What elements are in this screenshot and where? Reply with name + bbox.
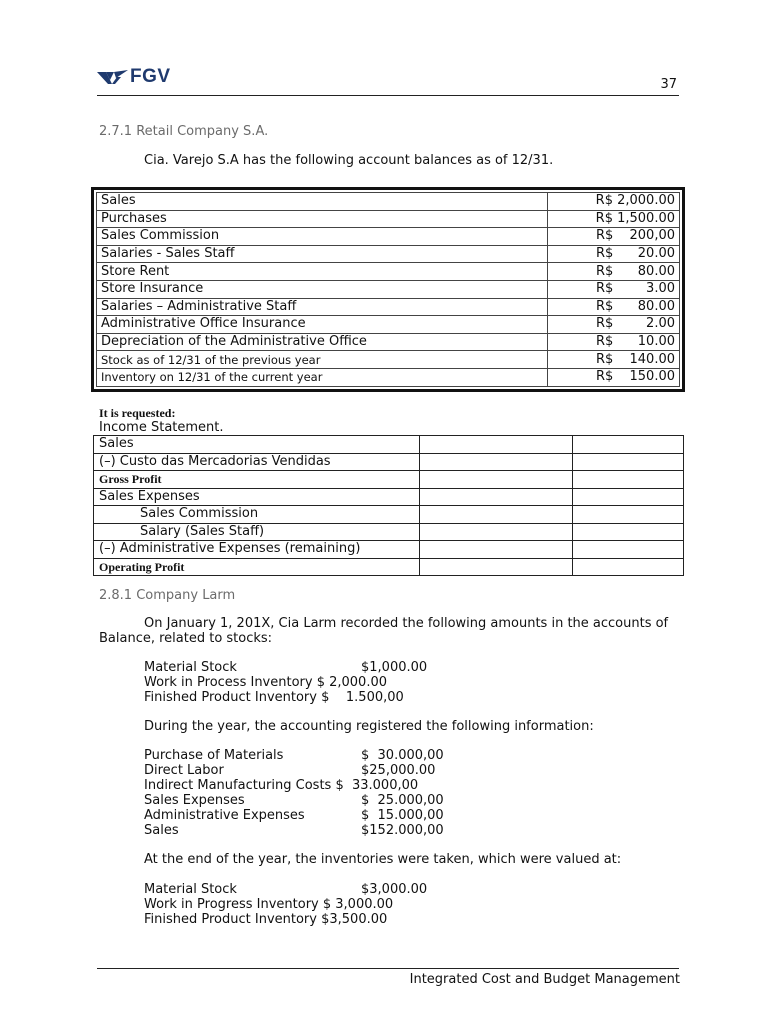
balance-amount: R$ 2,000.00 xyxy=(595,193,675,209)
balance-row xyxy=(97,228,680,246)
during-year-list xyxy=(144,748,664,838)
income-row xyxy=(94,436,684,454)
income-value-cell[interactable] xyxy=(420,523,573,541)
during-item-value: $25,000.00 xyxy=(361,763,436,778)
closing-item xyxy=(144,882,664,897)
balance-amount-cell xyxy=(548,245,680,263)
closing-item xyxy=(144,897,664,912)
during-item-label: Direct Labor xyxy=(144,763,224,778)
header-divider xyxy=(97,95,679,96)
balance-currency: R$ xyxy=(596,246,614,262)
during-item xyxy=(144,823,664,838)
opening-item xyxy=(144,675,664,690)
income-row xyxy=(94,488,684,506)
balance-amount-cell xyxy=(548,298,680,316)
during-item-value: $152.000,00 xyxy=(361,823,444,838)
balance-row xyxy=(97,280,680,298)
balance-currency: R$ xyxy=(596,228,614,244)
balance-amount-cell xyxy=(548,280,680,298)
income-total-cell[interactable] xyxy=(573,506,684,524)
during-item xyxy=(144,778,664,793)
income-value-cell[interactable] xyxy=(420,453,573,471)
income-label: (–) Administrative Expenses (remaining) xyxy=(94,541,420,559)
during-item-label: Indirect Manufacturing Costs $ 33.000,00 xyxy=(144,778,419,793)
opening-item xyxy=(144,690,664,705)
income-statement-title: Income Statement. xyxy=(99,420,224,435)
opening-item-label: Material Stock xyxy=(144,660,237,675)
income-label: Gross Profit xyxy=(94,471,420,489)
balance-label: Store Insurance xyxy=(97,280,548,298)
income-label: Sales Expenses xyxy=(94,488,420,506)
balance-label: Stock as of 12/31 of the previous year xyxy=(97,351,548,369)
balance-amount: 2.00 xyxy=(646,316,675,332)
balance-row xyxy=(97,263,680,281)
balance-currency: R$ xyxy=(596,351,614,367)
during-year-text: During the year, the accounting registered the following information: xyxy=(144,719,594,734)
larm-intro-line1: On January 1, 201X, Cia Larm recorded the following amounts in the accounts of xyxy=(144,616,669,631)
during-item xyxy=(144,793,664,808)
balance-label: Inventory on 12/31 of the current year xyxy=(97,368,548,386)
income-value-cell[interactable] xyxy=(420,558,573,576)
balance-row xyxy=(97,245,680,263)
requested-label: It is requested: xyxy=(99,406,176,420)
balance-amount: 20.00 xyxy=(637,246,675,262)
account-balances-table xyxy=(91,187,685,392)
closing-item xyxy=(144,912,664,927)
income-row xyxy=(94,453,684,471)
during-item-value: $ 30.000,00 xyxy=(361,748,444,763)
balance-row xyxy=(97,316,680,334)
income-value-cell[interactable] xyxy=(420,436,573,454)
balance-currency: R$ xyxy=(596,334,614,350)
balance-currency: R$ xyxy=(596,281,614,297)
balance-amount-cell xyxy=(548,210,680,228)
balance-row xyxy=(97,333,680,351)
balance-row xyxy=(97,210,680,228)
retail-intro: Cia. Varejo S.A has the following account balances as of 12/31. xyxy=(144,153,554,168)
balance-label: Sales xyxy=(97,193,548,211)
balance-currency: R$ xyxy=(596,298,614,314)
opening-item xyxy=(144,660,664,675)
during-item-value: $ 15.000,00 xyxy=(361,808,444,823)
income-value-cell[interactable] xyxy=(420,471,573,489)
income-total-cell[interactable] xyxy=(573,471,684,489)
income-value-cell[interactable] xyxy=(420,488,573,506)
balance-amount: 80.00 xyxy=(637,263,675,279)
section-title-retail: 2.7.1 Retail Company S.A. xyxy=(99,124,269,139)
opening-item-label: Finished Product Inventory $ 1.500,00 xyxy=(144,690,404,705)
income-value-cell[interactable] xyxy=(420,506,573,524)
income-label: Operating Profit xyxy=(94,558,420,576)
year-end-text: At the end of the year, the inventories were taken, which were valued at: xyxy=(144,852,622,867)
balance-label: Salaries - Sales Staff xyxy=(97,245,548,263)
balance-amount-cell xyxy=(548,351,680,369)
balance-label: Sales Commission xyxy=(97,228,548,246)
during-item xyxy=(144,763,664,778)
during-item xyxy=(144,748,664,763)
during-item-label: Purchase of Materials xyxy=(144,748,284,763)
balance-amount-cell xyxy=(548,228,680,246)
during-item-label: Sales Expenses xyxy=(144,793,245,808)
section-title-larm: 2.8.1 Company Larm xyxy=(99,588,236,603)
income-total-cell[interactable] xyxy=(573,436,684,454)
opening-item-label: Work in Process Inventory $ 2,000.00 xyxy=(144,675,388,690)
during-item xyxy=(144,808,664,823)
footer-divider xyxy=(97,968,679,969)
income-row xyxy=(94,471,684,489)
income-total-cell[interactable] xyxy=(573,558,684,576)
during-item-label: Administrative Expenses xyxy=(144,808,305,823)
balance-amount-cell xyxy=(548,368,680,386)
balance-amount: 200,00 xyxy=(629,228,675,244)
balance-amount: R$ 1,500.00 xyxy=(595,210,675,226)
balance-amount: 10.00 xyxy=(637,334,675,350)
closing-balances-list xyxy=(144,882,664,927)
balance-label: Salaries – Administrative Staff xyxy=(97,298,548,316)
balance-amount: 140.00 xyxy=(629,351,675,367)
opening-balances-list xyxy=(144,660,664,705)
income-total-cell[interactable] xyxy=(573,541,684,559)
income-label: Sales Commission xyxy=(94,506,420,524)
income-statement-table xyxy=(93,435,684,576)
footer-text: Integrated Cost and Budget Management xyxy=(409,972,680,987)
balance-currency: R$ xyxy=(596,263,614,279)
balance-amount-cell xyxy=(548,316,680,334)
closing-item-value: $3,000.00 xyxy=(361,882,428,897)
income-row xyxy=(94,541,684,559)
during-item-label: Sales xyxy=(144,823,179,838)
income-label: Salary (Sales Staff) xyxy=(94,523,420,541)
income-total-cell[interactable] xyxy=(573,488,684,506)
balance-amount-cell xyxy=(548,263,680,281)
logo-text: FGV xyxy=(130,66,171,87)
closing-item-label: Finished Product Inventory $3,500.00 xyxy=(144,912,388,927)
income-row xyxy=(94,506,684,524)
opening-item-value: $1,000.00 xyxy=(361,660,428,675)
larm-intro-line2: Balance, related to stocks: xyxy=(99,631,273,646)
income-row xyxy=(94,523,684,541)
during-item-value: $ 25.000,00 xyxy=(361,793,444,808)
page-number: 37 xyxy=(660,77,677,92)
income-value-cell[interactable] xyxy=(420,541,573,559)
balance-row xyxy=(97,298,680,316)
balance-currency: R$ xyxy=(596,316,614,332)
balance-amount: 3.00 xyxy=(646,281,675,297)
balance-label: Depreciation of the Administrative Office xyxy=(97,333,548,351)
account-balances-grid xyxy=(96,192,680,387)
income-label: (–) Custo das Mercadorias Vendidas xyxy=(94,453,420,471)
fgv-logo xyxy=(97,68,177,88)
balance-currency: R$ xyxy=(596,369,614,385)
balance-amount-cell xyxy=(548,193,680,211)
income-label: Sales xyxy=(94,436,420,454)
income-total-cell[interactable] xyxy=(573,453,684,471)
balance-amount-cell xyxy=(548,333,680,351)
balance-amount: 150.00 xyxy=(629,369,675,385)
balance-amount: 80.00 xyxy=(637,298,675,314)
balance-row xyxy=(97,193,680,211)
balance-row xyxy=(97,368,680,386)
income-row xyxy=(94,558,684,576)
balance-label: Purchases xyxy=(97,210,548,228)
income-total-cell[interactable] xyxy=(573,523,684,541)
balance-label: Store Rent xyxy=(97,263,548,281)
balance-row xyxy=(97,351,680,369)
closing-item-label: Material Stock xyxy=(144,882,237,897)
fgv-logo-mark-icon xyxy=(97,68,129,88)
balance-label: Administrative Office Insurance xyxy=(97,316,548,334)
closing-item-label: Work in Progress Inventory $ 3,000.00 xyxy=(144,897,394,912)
